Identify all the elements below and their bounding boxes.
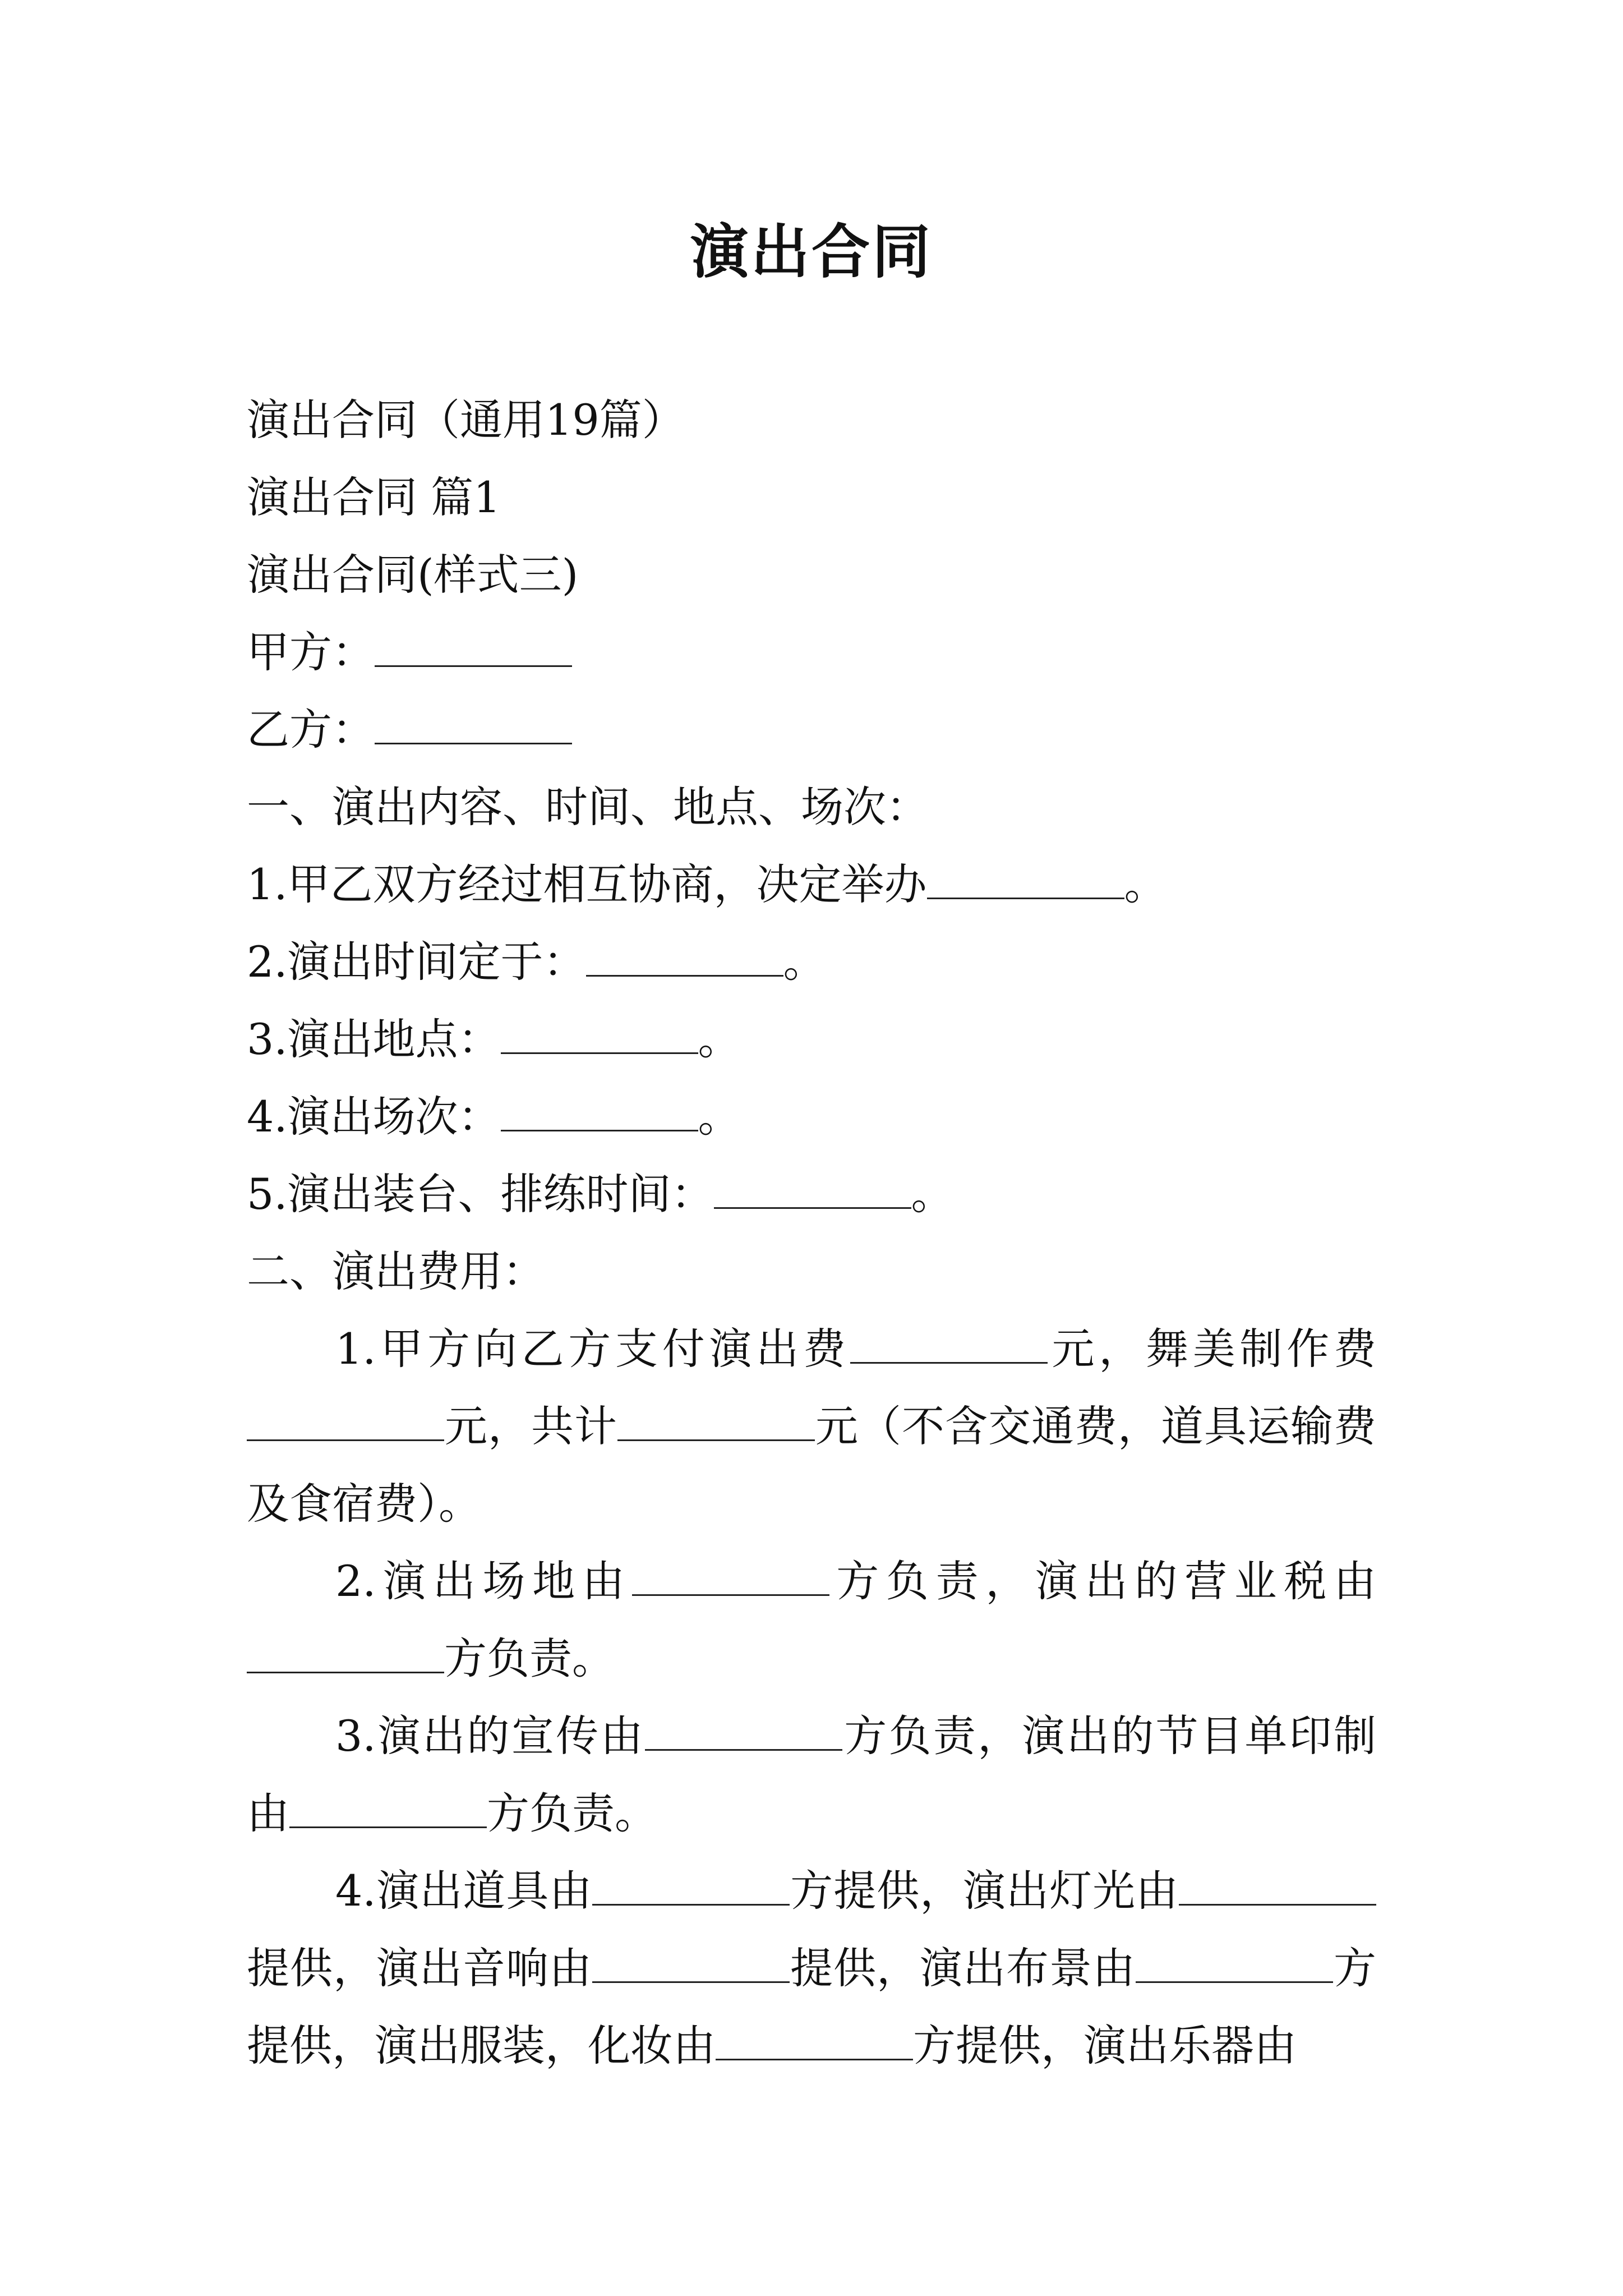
fill-in-blank [501,1096,698,1131]
fill-in-blank [247,1406,444,1441]
fill-in-blank [714,1174,911,1209]
paragraph-text: 乙方： [247,705,375,754]
fill-in-blank [1136,1948,1333,1983]
paragraph-text: 4.演出场次： [247,1092,501,1142]
paragraph-text: 。 [911,1169,954,1219]
fill-in-blank [927,864,1124,899]
paragraph-text: 4.演出道具由 [335,1866,593,1916]
paragraph-text: 3.演出的宣传由 [335,1711,645,1761]
paragraph-text: 2.演出场地由 [335,1556,632,1606]
fill-in-blank [501,1019,698,1054]
paragraph-text: 方负责，演出的节目单印制由 [247,1711,1377,1838]
fill-in-blank [247,1638,444,1673]
paragraph [247,1697,1376,1852]
paragraph [247,1078,1376,1156]
paragraph-text: 3.演出地点： [247,1014,501,1064]
paragraph [247,1233,1376,1310]
paragraph [247,381,1376,459]
paragraph-text: 演出合同（通用19篇） [247,395,685,445]
paragraph [247,1310,1376,1543]
paragraph-text: 1.甲乙双方经过相互协商，决定举办 [247,859,927,909]
paragraph-text: 方负责，演出的营业税由 [829,1556,1377,1606]
paragraph [247,536,1376,614]
paragraph-text: 方负责。 [487,1788,657,1838]
paragraph-text: 甲方： [247,627,375,677]
fill-in-blank [586,941,783,977]
fill-in-blank [592,1948,790,1983]
paragraph [247,1156,1376,1233]
paragraph-text: 方负责。 [444,1634,615,1683]
fill-in-blank [617,1406,815,1441]
paragraph-text: 方提供，演出灯光由 [790,1866,1179,1916]
paragraph-text: 1.甲方向乙方支付演出费 [335,1324,850,1374]
fill-in-blank [850,1328,1048,1364]
paragraph [247,1543,1376,1697]
paragraph [247,1001,1376,1078]
document-body [247,381,1376,2085]
paragraph [247,614,1376,691]
paragraph [247,459,1376,536]
fill-in-blank [632,1561,829,1596]
paragraph-text: 。 [783,937,826,987]
paragraph [247,769,1376,846]
paragraph-text: 元（不含交通费，道具运输费及食宿费）。 [247,1401,1376,1529]
paragraph-text: 提供，演出布景由 [790,1943,1136,1993]
fill-in-blank [716,2025,913,2060]
fill-in-blank [375,709,572,744]
paragraph [247,923,1376,1001]
paragraph-text: 演出合同 篇1 [247,472,501,522]
paragraph [247,691,1376,769]
paragraph-text: 一、演出内容、时间、地点、场次： [247,782,929,832]
paragraph-text: 。 [1124,859,1167,909]
paragraph-text: 元，共计 [444,1401,617,1451]
paragraph-text: 。 [698,1014,741,1064]
paragraph-text: 二、演出费用： [247,1246,545,1296]
paragraph [247,846,1376,923]
paragraph-text: 演出合同(样式三) [247,550,579,600]
fill-in-blank [289,1793,487,1828]
paragraph-text: 5.演出装台、排练时间： [247,1169,714,1219]
fill-in-blank [1179,1870,1376,1906]
paragraph-text: 方提供，演出服装，化妆由 [247,1943,1376,2070]
paragraph [247,1852,1376,2085]
paragraph-text: 方提供，演出乐器由 [913,2021,1297,2070]
paragraph-text: 提供，演出音响由 [247,1943,592,1993]
document-title: 演出合同 [690,217,933,286]
fill-in-blank [592,1870,790,1906]
fill-in-blank [375,632,572,667]
fill-in-blank [645,1715,842,1751]
paragraph-text: 2.演出时间定于： [247,937,586,987]
paragraph-text: 元，舞美制作费 [1047,1324,1377,1374]
paragraph-text: 。 [698,1092,741,1142]
